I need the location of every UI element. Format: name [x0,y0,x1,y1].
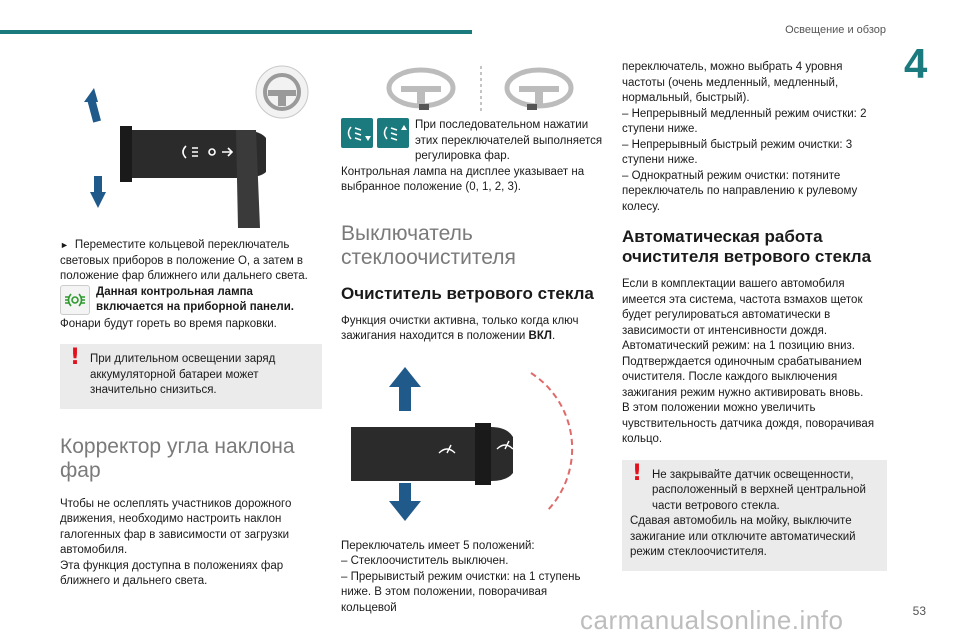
auto-paragraph-2: Автоматический режим: на 1 позицию вниз. [622,340,855,352]
steering-wheel-left-icon [389,70,453,110]
auto-paragraph-4: В этом положении можно увеличить чувствительность датчика дождя, поворачивая кольцо. [622,402,875,445]
direction-arrows-icon [84,88,106,208]
instruction-paragraph: ► Переместите кольцевой переключатель световых приборов в положение O, а затем в положение фар ближнего или дальнего света. [60,239,308,282]
chapter-number: 4 [904,40,928,87]
auto-paragraph-3: Подтверждается одиночным срабатыванием очистителя. После каждого выключения зажигания режим нужно активировать вновь. [622,355,864,399]
headlamp-paragraph-2: Эта функция доступна в положениях фар ближнего и дальнего света. [60,559,284,587]
sensor-warning-note [622,460,887,571]
column-2 [341,60,603,616]
indicator-light-text: Данная контрольная лампа включается на приборной панели. [96,285,294,313]
headlamp-leveling-title: Корректор угла наклона фар [60,434,295,482]
headlamp-up-button-icon [377,118,409,148]
warning-icon: ! [632,460,643,486]
steering-wheel-right-icon [507,70,571,110]
position-intermittent: – Прерывистый режим очистки: на 1 ступень ниже. В этом положении, поворачивая кольцевой [341,570,581,614]
headlamp-adjust-text: При последовательном нажатии этих переключателей выполняется регулировка фар. [415,119,603,162]
position-slow: – Непрерывный медленный режим очистки: 2 ступени ниже. [622,107,867,135]
windscreen-paragraph: Функция очистки активна, только когда ключ зажигания находится в положении ВКЛ. [341,314,579,342]
position-single: – Однократный режим очистки: потяните переключатель по направлению к рулевому колесу. [622,169,858,213]
column-1 [60,60,322,590]
steering-wheel-icon [256,66,308,118]
running-header: Освещение и обзор [785,24,886,36]
windscreen-wiper-title: Очиститель ветрового стекла [341,283,594,303]
intermittent-continuation: переключатель, можно выбрать 4 уровня частоты (очень медленный, медленный, нормальный, быстрый). [622,61,843,104]
light-switch-illustration [60,60,322,228]
sensor-warning-text-1: Не закрывайте датчик освещенности, расположенный в верхней центральной части ветрового стекла. [652,468,866,512]
headlamp-down-button-icon [341,118,373,148]
positions-intro: Переключатель имеет 5 положений: [341,539,535,552]
indicator-light-note [60,285,322,317]
sensor-warning-text-2: Сдавая автомобиль на мойку, выключите зажигание или отключите автоматический режим стеклоочистителя. [630,515,856,558]
ring-markings-icons [92,150,102,172]
battery-warning-text: При длительном освещении заряд аккумуляторной батареи может значительно снизиться. [90,353,276,396]
column-3 [622,60,887,571]
header-accent-bar [0,30,472,34]
sidelight-indicator-icon [60,285,90,315]
battery-warning-note [60,344,322,409]
page-number: 53 [912,604,926,618]
headlamp-paragraph-1: Чтобы не ослеплять участников дорожного движения, необходимо настроить наклон галогенных фар в зависимости от загрузки автомобиля. [60,497,292,556]
steering-wheels-illustration [341,60,603,116]
parking-text: Фонари будут гореть во время парковки. [60,317,277,330]
watermark: carmanualsonline.info [580,605,844,635]
wiper-stalk-illustration [341,361,603,529]
display-indicator-text: Контрольная лампа на дисплее указывает на выбранное положение (0, 1, 2, 3). [341,165,585,193]
warning-icon: ! [70,345,81,370]
position-off: – Стеклоочиститель выключен. [341,555,509,567]
position-fast: – Непрерывный быстрый режим очистки: 3 ступени ниже. [622,138,853,166]
headlamp-adjust-buttons-note [341,118,603,165]
wiper-switch-title: Выключатель стеклоочистителя [341,221,516,269]
auto-wiping-title: Автоматическая работа очистителя ветрового стекла [622,227,872,266]
arrow-bullet-icon: ► [60,240,69,250]
auto-paragraph-1: Если в комплектации вашего автомобиля имеется эта система, частота взмахов щеток будет регулироваться автоматически в зависимости от интенсивности дождя. [622,278,863,337]
